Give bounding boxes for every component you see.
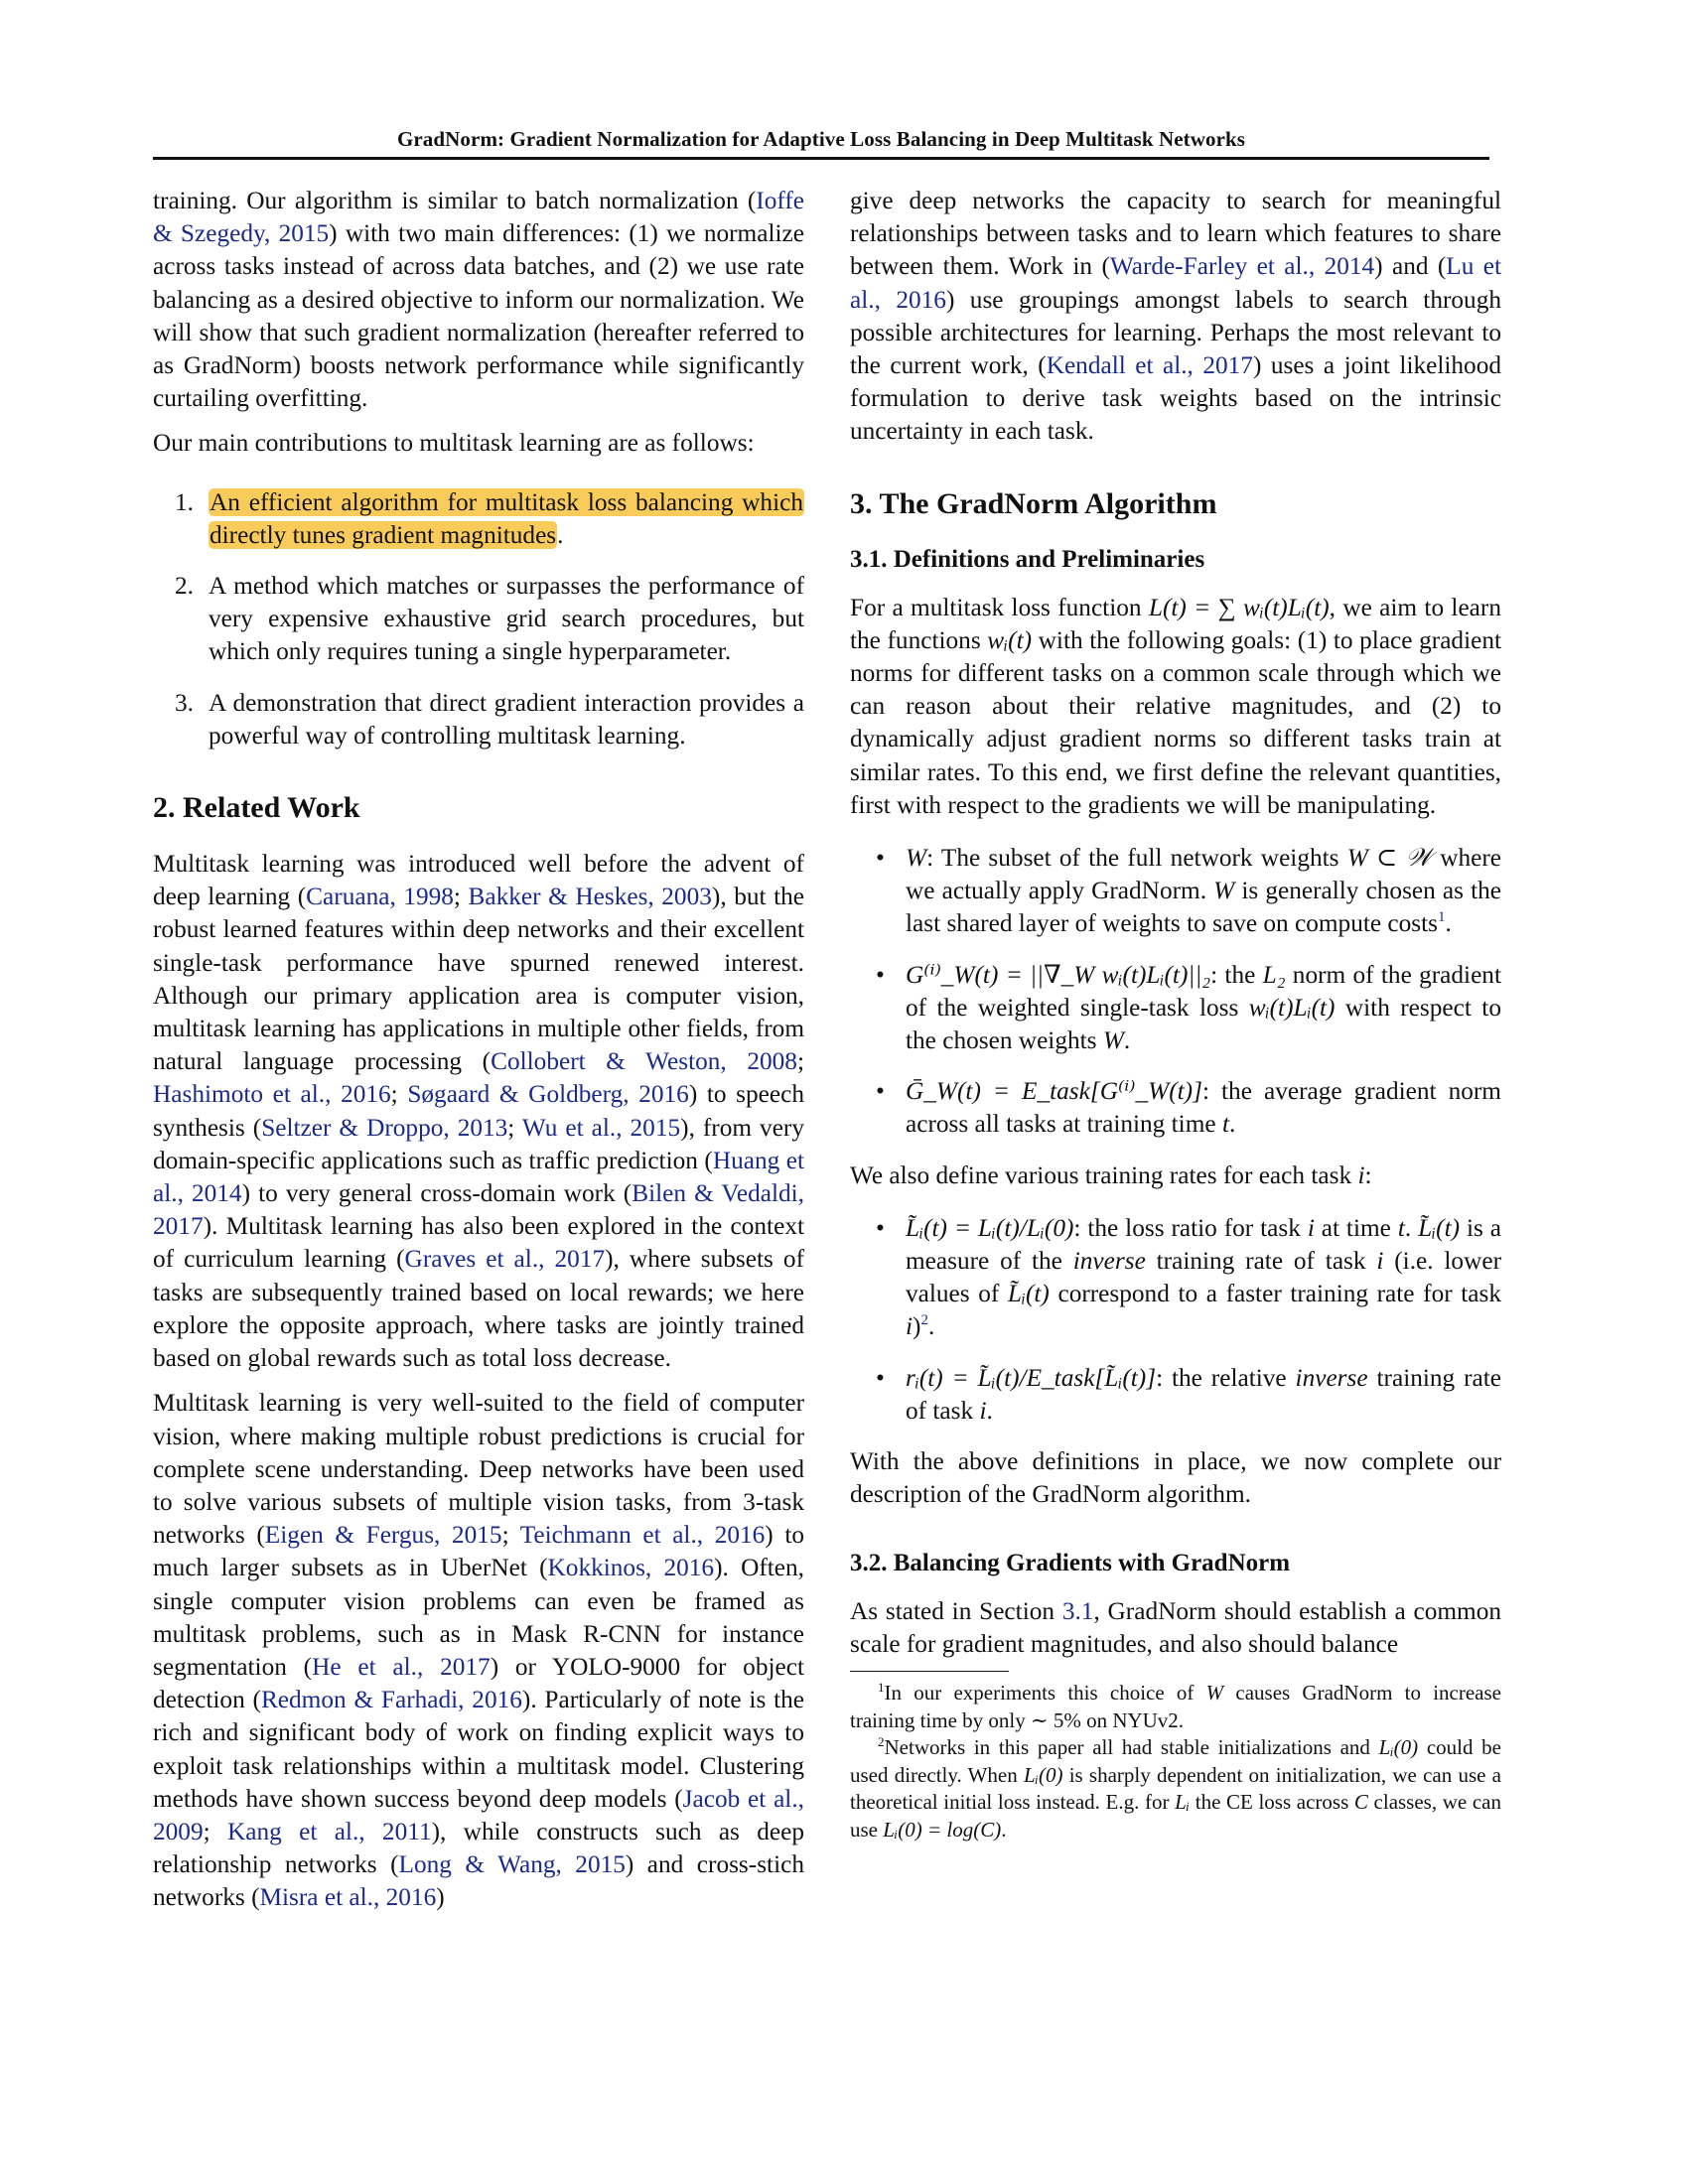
- citation-link[interactable]: Kang et al., 2011: [226, 1817, 432, 1845]
- math-inline: L̃ᵢ(t) = Lᵢ(t)/Lᵢ(0): [906, 1213, 1074, 1242]
- section-heading-gradnorm: 3. The GradNorm Algorithm: [850, 486, 1217, 520]
- text: : The subset of the full network weights: [926, 844, 1347, 873]
- text: , GradNorm should establish a common scale for gradient magnitudes, and also should balance: [850, 1596, 1502, 1658]
- text: .: [1228, 1110, 1236, 1139]
- text: .: [1123, 1026, 1131, 1055]
- citation-link[interactable]: Teichmann et al., 2016: [519, 1521, 766, 1550]
- contributions-list: [153, 486, 804, 752]
- footnote-ref[interactable]: 1: [1438, 909, 1446, 926]
- intro-paragraph: [153, 185, 804, 415]
- definitions-intro: [850, 592, 1501, 822]
- text: ) to much larger subsets as in UberNet (: [153, 1521, 804, 1582]
- emphasis: inverse: [1072, 1247, 1146, 1276]
- text: .: [1001, 1817, 1007, 1842]
- math-inline: i: [979, 1396, 987, 1425]
- text: ;: [501, 1521, 520, 1550]
- math-inline: rᵢ(t) = L̃ᵢ(t)/E_task[L̃ᵢ(t)]: [906, 1363, 1157, 1392]
- definitions-outro: With the above definitions in place, we now complete our description of the GradNorm algorithm.: [850, 1447, 1501, 1509]
- header-rule: [153, 157, 1489, 160]
- math-inline: Lᵢ: [1175, 1790, 1191, 1815]
- citation-link[interactable]: Huang et al., 2014: [153, 1146, 804, 1208]
- text: A method which matches or surpasses the performance of very expensive exhaustive grid search procedures, but which only requires tuning a single hyperparameter.: [209, 572, 804, 666]
- citation-link[interactable]: Bilen & Vedaldi, 2017: [153, 1179, 804, 1241]
- citation-link[interactable]: Eigen & Fergus, 2015: [264, 1521, 502, 1550]
- contribution-item: [153, 687, 804, 752]
- text: ). Particularly of note is the rich and significant body of work on finding explicit ways to exploit task relationships within a multitask model. Clustering methods have shown success beyond deep models (: [153, 1686, 804, 1813]
- bullet-icon: •: [876, 960, 885, 989]
- text: Multitask learning is very well-suited to the field of computer vision, where making multiple robust predictions is crucial for complete scene understanding. Deep networks have been used to solve various subsets of multiple vision tasks, from 3-task networks (: [153, 1389, 804, 1550]
- math-inline: wᵢ(t): [987, 625, 1033, 654]
- text: at time: [1314, 1213, 1398, 1242]
- text: ) or YOLO-9000 for object detection (: [153, 1652, 804, 1714]
- citation-link[interactable]: Graves et al., 2017: [404, 1245, 606, 1274]
- balancing-paragraph: [850, 1595, 1501, 1661]
- math-inline: Ḡ_W(t) = E_task[G⁽ⁱ⁾_W(t)]: [906, 1077, 1202, 1106]
- text: ) and (: [1374, 252, 1447, 281]
- list-number: 2.: [175, 572, 194, 601]
- math-inline: W: [906, 844, 927, 873]
- text: In our experiments this choice of: [884, 1681, 1206, 1706]
- footnote-ref[interactable]: 2: [920, 1312, 928, 1329]
- text: ): [913, 1312, 921, 1341]
- citation-link[interactable]: Seltzer & Droppo, 2013: [261, 1113, 508, 1142]
- text: For a multitask loss function: [850, 593, 1149, 621]
- text: ;: [796, 1047, 804, 1076]
- related-work-paragraph-1: [153, 848, 804, 1375]
- text: ). Often, single computer vision problems can even be framed as multitask problems, such as in Mask R-CNN for instance segmentation (: [153, 1554, 804, 1681]
- citation-link[interactable]: Caruana, 1998: [306, 883, 454, 911]
- text: ), while constructs such as deep relationship networks (: [153, 1817, 804, 1879]
- text: (i.e. lower values of: [906, 1247, 1501, 1308]
- math-inline: L(t) = ∑ wᵢ(t)Lᵢ(t): [1148, 593, 1330, 621]
- text: ) and cross-stich networks (: [153, 1850, 804, 1912]
- math-inline: wᵢ(t)Lᵢ(t): [1248, 993, 1336, 1022]
- citation-link[interactable]: Kokkinos, 2016: [547, 1554, 715, 1582]
- definition-item: [850, 959, 1501, 1058]
- text: Networks in this paper all had stable initializations and: [884, 1735, 1379, 1760]
- list-number: 3.: [175, 688, 194, 717]
- contributions-intro: Our main contributions to multitask learning are as follows:: [153, 429, 755, 458]
- citation-link[interactable]: Ioffe & Szegedy, 2015: [153, 187, 804, 248]
- bullet-icon: •: [876, 1077, 885, 1106]
- text: ): [436, 1883, 445, 1912]
- text: ) uses a joint likelihood formulation to derive task weights based on the intrinsic uncertainty in each task.: [850, 351, 1501, 446]
- math-inline: G⁽ⁱ⁾_W(t) = ||∇_W wᵢ(t)Lᵢ(t)||₂: [906, 960, 1211, 989]
- footnotes: [850, 1680, 1501, 1843]
- left-column: [153, 185, 804, 1915]
- text: could be used directly. When: [850, 1735, 1502, 1787]
- citation-link[interactable]: He et al., 2017: [312, 1652, 491, 1681]
- text: A demonstration that direct gradient interaction provides a powerful way of controlling multitask learning.: [209, 688, 804, 750]
- math-inline: t: [1221, 1110, 1229, 1139]
- list-number: 1.: [175, 487, 194, 516]
- math-inline: L̃ᵢ(t): [1007, 1280, 1050, 1308]
- footnote-rule: [850, 1671, 1009, 1673]
- citation-link[interactable]: Redmon & Farhadi, 2016: [260, 1686, 522, 1714]
- text: ;: [390, 1080, 408, 1109]
- text: give deep networks the capacity to search for meaningful relationships between tasks and to learn which features to share between them. Work in (: [850, 187, 1501, 281]
- text: .: [1445, 909, 1452, 938]
- text: norm of the gradient of the weighted single-task loss: [906, 960, 1501, 1022]
- text: .: [927, 1312, 935, 1341]
- footnote-number: 2: [878, 1734, 885, 1750]
- math-inline: Lᵢ(0) = log(C): [883, 1817, 1002, 1842]
- math-inline: W: [1205, 1681, 1224, 1706]
- text: ) use groupings amongst labels to search through possible architectures for learning. Perhaps the most relevant to the current work, (: [850, 285, 1501, 380]
- math-inline: W: [1102, 1026, 1124, 1055]
- text: : the: [1210, 960, 1263, 989]
- text: : the loss ratio for task: [1073, 1213, 1308, 1242]
- text: training. Our algorithm is similar to batch normalization (: [153, 187, 757, 214]
- text: ;: [507, 1113, 522, 1142]
- text: ), but the robust learned features within deep networks and their excellent single-task performance have spurned renewed interest. Although our primary application area is computer vision, multitask learning has applications in multiple other fields, from natural language processing (: [153, 883, 804, 1076]
- bullet-icon: •: [876, 1363, 885, 1392]
- citation-link[interactable]: Misra et al., 2016: [259, 1883, 437, 1912]
- citation-link[interactable]: Wu et al., 2015: [521, 1113, 681, 1142]
- text: Multitask learning was introduced well before the advent of deep learning (: [153, 850, 804, 911]
- footnote-2: [850, 1734, 1501, 1843]
- citation-link[interactable]: Søgaard & Goldberg, 2016: [407, 1080, 689, 1109]
- text: training rate of task: [1145, 1247, 1377, 1276]
- text: ) with two main differences: (1) we normalize across tasks instead of across data batches, and (2) we use rate balancing as a desired objective to inform our normalization. We will show that such gradient normalization (hereafter referred to as GradNorm) boosts network performance while significantly curtailing overfitting.: [153, 219, 804, 413]
- definition-item: [850, 1212, 1501, 1344]
- citation-link[interactable]: Long & Wang, 2015: [398, 1850, 626, 1879]
- math-inline: L̃ᵢ(t): [1418, 1213, 1461, 1242]
- rates-intro: [850, 1160, 1501, 1192]
- text: ). Multitask learning has also been explored in the context of curriculum learning (: [153, 1212, 804, 1274]
- math-inline: i: [1307, 1213, 1315, 1242]
- text: causes GradNorm to increase training time by only ∼ 5% on NYUv2.: [850, 1681, 1501, 1732]
- definition-item: [850, 1362, 1501, 1428]
- footnote-number: 1: [878, 1680, 885, 1696]
- math-inline: i: [1376, 1247, 1384, 1276]
- bullet-icon: •: [876, 1213, 885, 1242]
- section-ref-link[interactable]: 3.1: [1061, 1596, 1094, 1625]
- text: is a measure of the: [906, 1213, 1501, 1276]
- text: with the following goals: (1) to place gradient norms for different tasks on a common scale through which we can reason about their relative magnitudes, and (2) to dynamically adjust gradient norms so different tasks train at similar rates. To this end, we first define the relevant quantities, first with respect to the gradients we will be manipulating.: [850, 625, 1502, 819]
- math-inline: W ⊂ 𝒲: [1346, 844, 1432, 873]
- text: ), where subsets of tasks are subsequently trained based on local rewards; we here explore the opposite approach, where tasks are jointly trained based on global rewards such as total loss decrease.: [153, 1245, 805, 1373]
- text: .: [557, 520, 564, 549]
- text: ;: [453, 883, 469, 911]
- bullet-icon: •: [876, 844, 885, 873]
- text: As stated in Section: [850, 1596, 1062, 1625]
- math-inline: Lᵢ(0): [1378, 1735, 1419, 1760]
- citation-link[interactable]: Jacob et al., 2009: [153, 1784, 804, 1845]
- contribution-item: [153, 570, 804, 669]
- text: ), from very domain-specific applications such as traffic prediction (: [153, 1113, 805, 1174]
- citation-link[interactable]: Kendall et al., 2017: [1046, 351, 1253, 380]
- subsection-heading-definitions: 3.1. Definitions and Preliminaries: [850, 545, 1205, 573]
- text: correspond to a faster training rate for task: [1049, 1280, 1501, 1308]
- contribution-item: [153, 486, 804, 552]
- text: .: [986, 1396, 993, 1425]
- rate-definitions-list: [850, 1212, 1501, 1428]
- section-heading-related-work: 2. Related Work: [153, 791, 360, 825]
- math-inline: W: [1213, 877, 1235, 905]
- text: : the relative: [1156, 1363, 1296, 1392]
- related-work-continuation: [850, 185, 1501, 449]
- text: is generally chosen as the last shared layer of weights to save on compute costs: [906, 877, 1501, 938]
- emphasis: inverse: [1295, 1363, 1368, 1392]
- related-work-paragraph-2: [153, 1387, 804, 1914]
- text: ;: [203, 1817, 227, 1845]
- text: is sharply dependent on initialization, we can use a theoretical initial loss instead. E.g. for: [850, 1762, 1501, 1815]
- subsection-heading-balancing: 3.2. Balancing Gradients with GradNorm: [850, 1549, 1291, 1576]
- gradient-definitions-list: [850, 842, 1501, 1142]
- running-title: GradNorm: Gradient Normalization for Adaptive Loss Balancing in Deep Multitask Networks: [396, 127, 1246, 151]
- right-column: [850, 185, 1501, 1843]
- text: ) to speech synthesis (: [153, 1080, 804, 1142]
- citation-link[interactable]: Bakker & Heskes, 2003: [468, 883, 712, 911]
- citation-link[interactable]: Warde-Farley et al., 2014: [1109, 252, 1375, 281]
- citation-link[interactable]: Hashimoto et al., 2016: [153, 1080, 391, 1109]
- definition-item: [850, 842, 1501, 941]
- definition-item: [850, 1075, 1501, 1141]
- math-inline: C: [1353, 1790, 1368, 1815]
- text: the CE loss across: [1190, 1790, 1354, 1815]
- text: : the average gradient norm across all tasks at training time: [906, 1077, 1501, 1139]
- text: classes, we can use: [850, 1790, 1501, 1842]
- math-inline: Lᵢ(0): [1023, 1762, 1063, 1787]
- math-inline: L₂: [1262, 960, 1286, 989]
- math-inline: i: [1357, 1160, 1365, 1189]
- highlighted-text[interactable]: An efficient algorithm for multitask loss balancing which directly tunes gradient magnitudes: [210, 487, 803, 549]
- text: with respect to the chosen weights: [906, 993, 1501, 1055]
- text: , we aim to learn the functions: [850, 593, 1501, 654]
- text: .: [1404, 1213, 1419, 1242]
- footnote-1: [850, 1680, 1501, 1734]
- math-inline: i: [906, 1312, 914, 1341]
- math-inline: t: [1397, 1213, 1405, 1242]
- text: training rate of task: [906, 1363, 1502, 1425]
- text: ) to very general cross-domain work (: [241, 1179, 633, 1208]
- text: where we actually apply GradNorm.: [906, 844, 1501, 905]
- citation-link[interactable]: Collobert & Weston, 2008: [491, 1047, 797, 1076]
- text: :: [1364, 1160, 1372, 1189]
- text: We also define various training rates for each task: [850, 1160, 1358, 1189]
- citation-link[interactable]: Lu et al., 2016: [850, 252, 1502, 314]
